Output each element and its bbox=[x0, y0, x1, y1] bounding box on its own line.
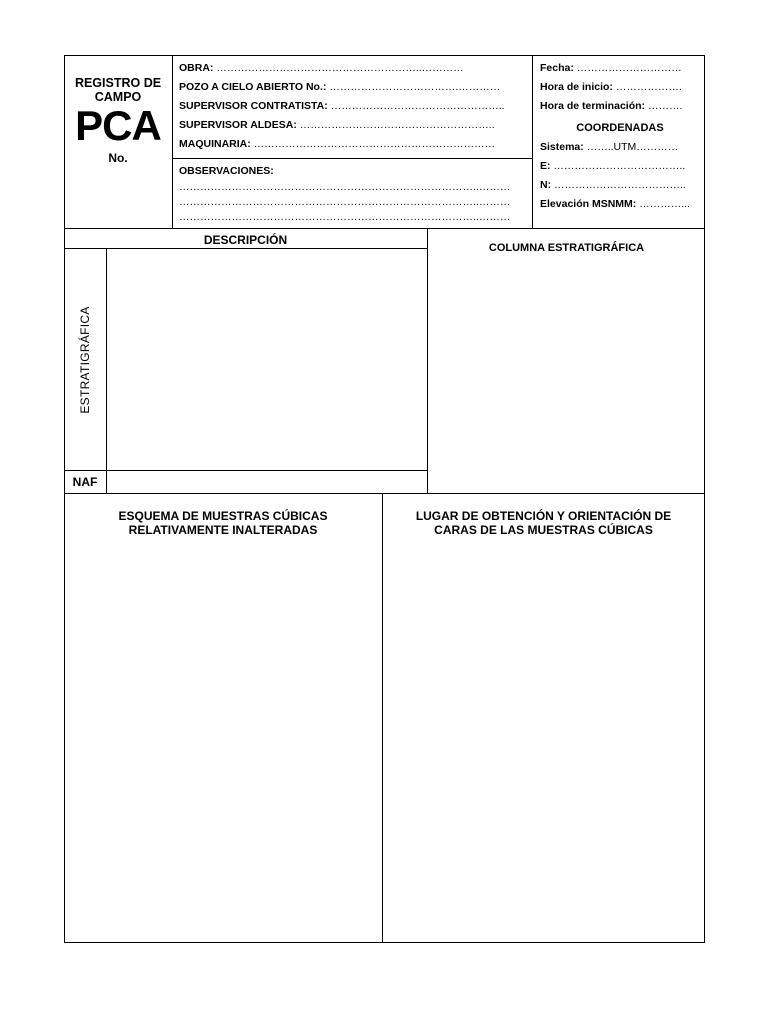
brand-block bbox=[64, 76, 172, 165]
descripcion-area[interactable] bbox=[107, 249, 427, 470]
field-dots: ………………………………………….. bbox=[330, 100, 505, 112]
pca-code: PCA bbox=[75, 102, 161, 149]
divider bbox=[172, 158, 533, 159]
field-label: SUPERVISOR CONTRATISTA: bbox=[179, 100, 328, 112]
field-label: Hora de terminación: bbox=[540, 100, 646, 112]
naf-area[interactable] bbox=[107, 471, 427, 493]
field-hora-terminacion[interactable] bbox=[540, 100, 700, 122]
lugar-area[interactable] bbox=[383, 545, 704, 942]
field-dots: ……………………………………………….. bbox=[299, 119, 495, 131]
field-label: Hora de inicio: bbox=[540, 81, 613, 93]
estratigrafica-label: ESTRATIGRÁFICA bbox=[78, 305, 92, 414]
observaciones-label: OBSERVACIONES: bbox=[179, 165, 274, 177]
esquema-header bbox=[64, 509, 382, 537]
field-dots: …………... bbox=[639, 198, 690, 210]
descripcion-header: DESCRIPCIÓN bbox=[203, 233, 288, 247]
columna-header: COLUMNA ESTRATIGRÁFICA bbox=[488, 242, 645, 254]
field-maquinaria[interactable] bbox=[179, 138, 529, 157]
field-pozo[interactable] bbox=[179, 81, 529, 100]
esquema-title-line1: ESQUEMA DE MUESTRAS CÚBICAS bbox=[118, 509, 328, 523]
coordenadas-title: COORDENADAS bbox=[576, 122, 664, 134]
columna-area[interactable] bbox=[428, 258, 705, 493]
field-dots: ………. bbox=[647, 100, 683, 112]
field-label: Sistema: bbox=[540, 141, 584, 153]
esquema-area[interactable] bbox=[65, 545, 382, 942]
field-dots: ………………. bbox=[615, 81, 682, 93]
observaciones-line[interactable]: …………………………………………………………………………..……… bbox=[179, 181, 511, 193]
lugar-header bbox=[383, 509, 704, 537]
field-supervisor-contratista[interactable] bbox=[179, 100, 529, 119]
registro-title-line2: CAMPO bbox=[94, 90, 142, 104]
registro-title-line1: REGISTRO DE bbox=[74, 76, 162, 90]
field-sistema[interactable] bbox=[540, 141, 700, 160]
field-label: MAQUINARIA: bbox=[179, 138, 251, 150]
field-e[interactable] bbox=[540, 160, 700, 179]
field-label: Elevación MSNMM: bbox=[540, 198, 637, 210]
field-supervisor-aldesa[interactable] bbox=[179, 119, 529, 138]
divider bbox=[172, 55, 173, 228]
field-dots: ……..UTM………… bbox=[586, 141, 679, 153]
header-fields bbox=[179, 62, 529, 157]
field-obra[interactable] bbox=[179, 62, 529, 81]
field-label: OBRA: bbox=[179, 62, 214, 74]
naf-label: NAF bbox=[72, 475, 98, 489]
lugar-title-line2: CARAS DE LAS MUESTRAS CÚBICAS bbox=[434, 523, 653, 537]
field-elevacion[interactable] bbox=[540, 198, 700, 217]
field-dots: ……………………………….. bbox=[553, 160, 686, 172]
field-label: E: bbox=[540, 160, 551, 172]
field-dots: ………………………… bbox=[576, 62, 682, 74]
field-n[interactable] bbox=[540, 179, 700, 198]
field-dots: …………………………………………………..………… bbox=[216, 62, 464, 74]
esquema-title-line2: RELATIVAMENTE INALTERADAS bbox=[128, 523, 318, 537]
field-label: N: bbox=[540, 179, 552, 191]
estratigrafica-label-cell bbox=[64, 249, 106, 470]
number-label: No. bbox=[108, 151, 128, 165]
divider bbox=[532, 55, 533, 228]
field-dots: …………………………………………………………… bbox=[253, 138, 496, 150]
right-fields bbox=[540, 62, 700, 217]
field-dots: ……………………………….………… bbox=[329, 81, 501, 93]
field-label: SUPERVISOR ALDESA: bbox=[179, 119, 297, 131]
divider bbox=[64, 493, 705, 494]
field-fecha[interactable] bbox=[540, 62, 700, 81]
divider bbox=[64, 228, 705, 229]
observaciones-line[interactable]: …………………………………………………………………………..……… bbox=[179, 211, 511, 223]
observaciones-line[interactable]: …………………………………………………………………………..……… bbox=[179, 196, 511, 208]
lugar-title-line1: LUGAR DE OBTENCIÓN Y ORIENTACIÓN DE bbox=[415, 509, 672, 523]
field-label: POZO A CIELO ABIERTO No.: bbox=[179, 81, 327, 93]
field-dots: ……………………………….. bbox=[554, 179, 686, 191]
field-label: Fecha: bbox=[540, 62, 574, 74]
field-hora-inicio[interactable] bbox=[540, 81, 700, 100]
observaciones-block[interactable] bbox=[179, 165, 529, 226]
